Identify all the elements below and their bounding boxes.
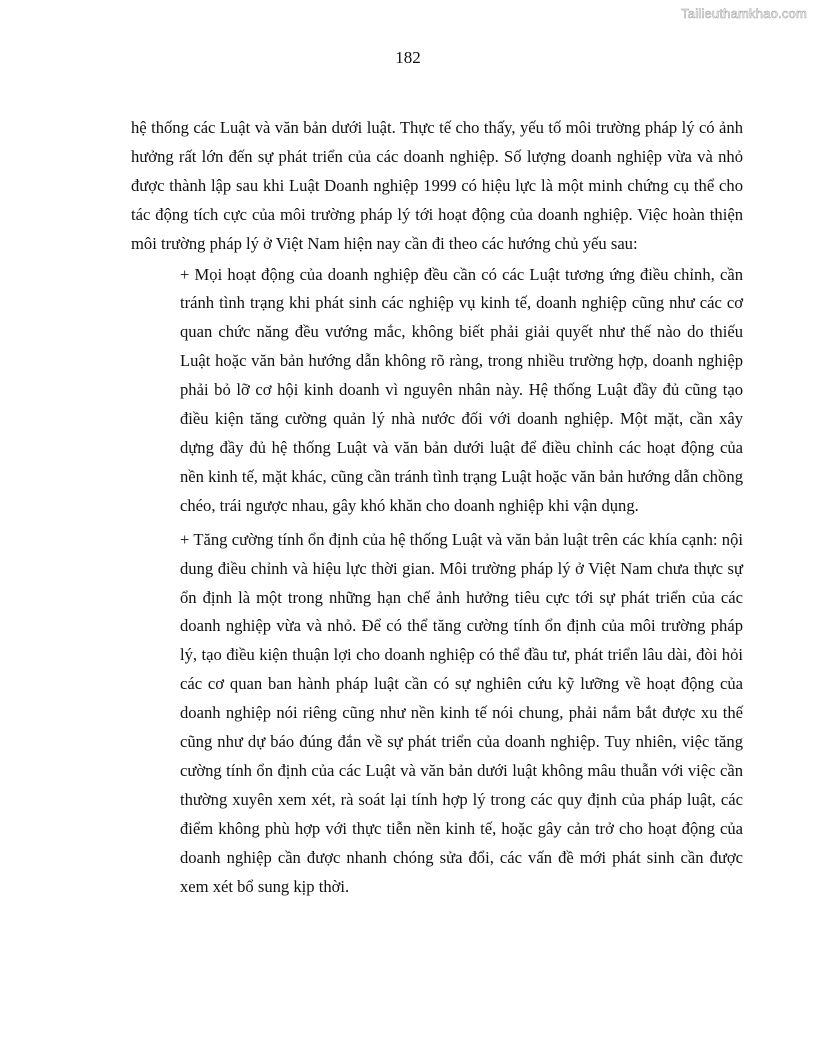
page-number: 182: [395, 48, 421, 67]
intro-paragraph: hệ thống các Luật và văn bản dưới luật. Thực tế cho thấy, yếu tố môi trường pháp lý có ảnh hưởng rất lớn đến sự phát triển của các doanh nghiệp. Số lượng doanh nghiệp vừa và nhỏ được thành lập sau khi Luật Doanh nghiệp 1999 có hiệu lực là một minh chứng cụ thể cho tác động tích cực của môi trường pháp lý tới hoạt động của doanh nghiệp. Việc hoàn thiện môi trường pháp lý ở Việt Nam hiện nay cần đi theo các hướng chủ yếu sau:: [131, 118, 743, 253]
list-item-1: + Mọi hoạt động của doanh nghiệp đều cần có các Luật tương ứng điều chỉnh, cần tránh tình trạng khi phát sinh các nghiệp vụ kinh tế, doanh nghiệp cũng như các cơ quan chức năng đều vướng mắc, không biết phải giải quyết như thế nào do thiếu Luật hoặc văn bản hướng dẫn không rõ ràng, trong nhiều trường hợp, doanh nghiệp phải bỏ lỡ cơ hội kinh doanh vì nguyên nhân này. Hệ thống Luật đầy đủ cũng tạo điều kiện tăng cường quản lý nhà nước đối với doanh nghiệp. Một mặt, cần xây dựng đầy đủ hệ thống Luật và văn bản dưới luật để điều chỉnh các hoạt động của nền kinh tế, mặt khác, cũng cần tránh tình trạng Luật hoặc văn bản hướng dẫn chồng chéo, trái ngược nhau, gây khó khăn cho doanh nghiệp khi vận dụng.: [180, 264, 743, 515]
list-item-2: + Tăng cường tính ổn định của hệ thống Luật và văn bản luật trên các khía cạnh: nội dung điều chỉnh và hiệu lực thời gian. Môi trường pháp lý ở Việt Nam chưa thực sự ổn định là một trong những hạn chế ảnh hưởng tiêu cực tới sự phát triển của các doanh nghiệp vừa và nhỏ. Để có thể tăng cường tính ổn định của môi trường pháp lý, tạo điều kiện thuận lợi cho doanh nghiệp có thể đầu tư, phát triển lâu dài, đòi hỏi các cơ quan ban hành pháp luật cần có sự nghiên cứu kỹ lưỡng về hoạt động của doanh nghiệp nói riêng cũng như nền kinh tế nói chung, phải nắm bắt được xu thế cũng như dự báo đúng đắn về sự phát triển của doanh nghiệp. Tuy nhiên, việc tăng cường tính ổn định của các Luật và văn bản dưới luật không mâu thuẫn với việc cần thường xuyên xem xét, rà soát lại tính hợp lý trong các quy định của pháp luật, các điểm không phù hợp với thực tiễn nền kinh tế, hoặc gây cản trở cho hoạt động của doanh nghiệp cần được nhanh chóng sửa đổi, các vấn đề mới phát sinh cần được xem xét bổ sung kịp thời.: [180, 529, 743, 896]
page-body: [131, 114, 743, 906]
watermark: Tailieuthamkhao.com: [681, 6, 807, 21]
